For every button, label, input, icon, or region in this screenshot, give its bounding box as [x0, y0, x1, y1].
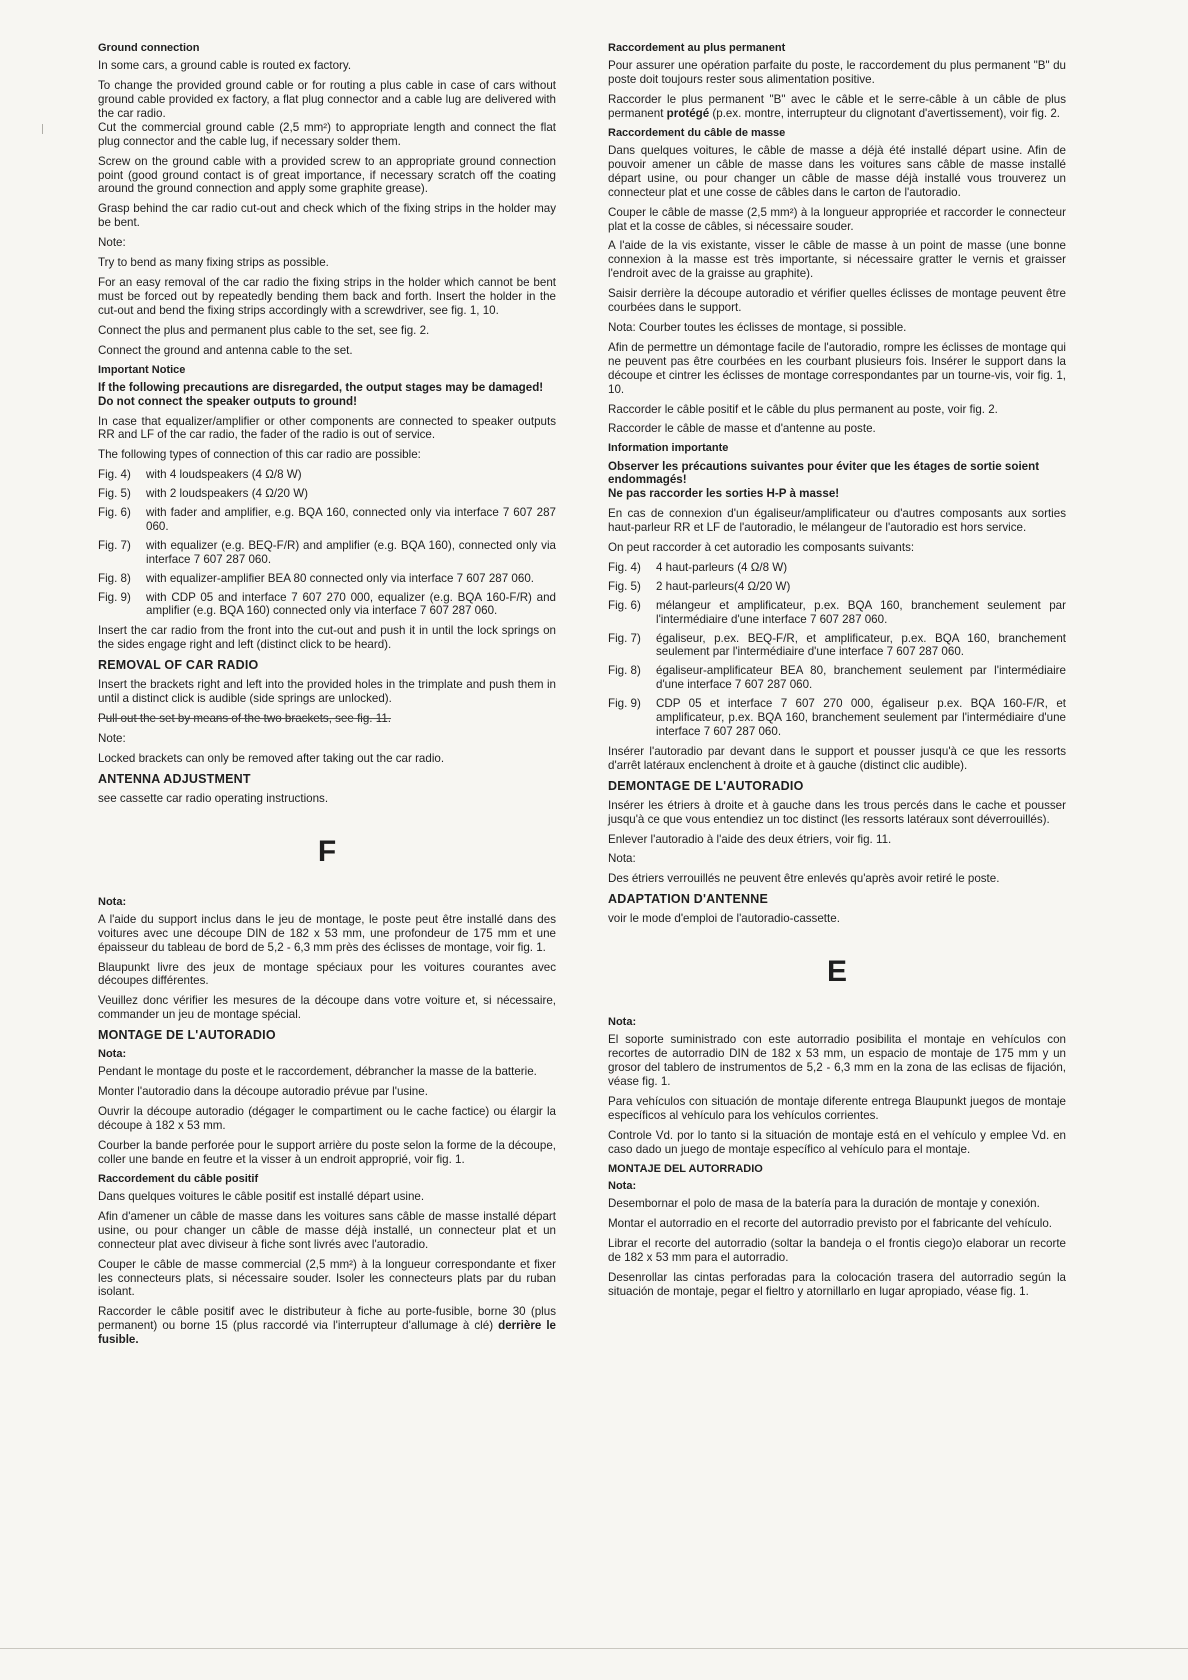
warning-text: Ne pas raccorder les sorties H-P à masse! [608, 487, 840, 501]
paragraph: see cassette car radio operating instructions. [98, 791, 329, 805]
paragraph: Enlever l'autoradio à l'aide des deux étriers, voir fig. 11. [608, 832, 892, 846]
paragraph: Afin d'amener un câble de masse dans les voitures sans câble de masse installé départ usine, ou pour changer un câble de masse déjà installé, un connecteur plat et un connecteur plat avec diviseur à fiche sont livrés avec l'autoradio. [98, 1209, 556, 1251]
paragraph: Blaupunkt livre des jeux de montage spéciaux pour les voitures courantes avec découpes différentes. [98, 960, 556, 988]
paragraph: Desenrollar las cintas perforadas para la colocación trasera del autorradio según la situación de montaje, pegar el fieltro y atornillarlo en lugar apropiado, véase fig. 1. [608, 1270, 1066, 1298]
fig-text: with equalizer-amplifier BEA 80 connected only via interface 7 607 287 060. [146, 571, 534, 585]
emphasis-text: protégé [666, 106, 710, 120]
fig-text: with CDP 05 and interface 7 607 270 000, equalizer (e.g. BQA 160-F/R) and amplifier (e.g. BQA 160) connected only via interface 7 607 287 060. [146, 590, 556, 618]
paragraph: Insert the car radio from the front into the cut-out and push it in until the lock springs on the sides engage right and left (distinct click to be heard). [98, 624, 556, 652]
montaje-heading: MONTAJE DEL AUTORRADIO [608, 1162, 763, 1175]
list-item [608, 697, 1066, 739]
paragraph-text: (p.ex. montre, interrupteur du clignotant d'avertissement), voir fig. 2. [709, 106, 1061, 120]
paragraph: To change the provided ground cable or for routing a plus cable in case of cars without ground cable provided ex factory, a flat plug connector and a cable lug are delivered with the car radio. [98, 79, 556, 120]
paragraph: Librar el recorte del autorradio (soltar la bandeja o el frontis ciego)o elaborar un recorte de 182 x 53 mm para el autorradio. [608, 1236, 1066, 1264]
paragraph: In case that equalizer/amplifier or other components are connected to speaker outputs RR and LF of the car radio, the fader of the radio is out of service. [98, 414, 556, 442]
paragraph: Dans quelques voitures le câble positif est installé départ usine. [98, 1189, 425, 1203]
paragraph: Nota: Courber toutes les éclisses de montage, si possible. [608, 320, 907, 334]
scan-mark [42, 124, 43, 134]
removal-heading: REMOVAL OF CAR RADIO [98, 658, 259, 673]
fig-label: Fig. 6) [608, 598, 641, 612]
fig-label: Fig. 7) [608, 631, 641, 645]
paragraph: Pull out the set by means of the two brackets, see fig. 11. [98, 712, 392, 725]
paragraph: Grasp behind the car radio cut-out and check which of the fixing strips in the holder may be bent. [98, 202, 556, 230]
list-item [98, 591, 556, 619]
paragraph: Locked brackets can only be removed after taking out the car radio. [98, 751, 445, 765]
paragraph: Saisir derrière la découpe autoradio et vérifier quelles éclisses de montage peuvent être courbées dans le support. [608, 287, 1066, 315]
fig-label: Fig. 4) [608, 560, 641, 574]
paragraph: Couper le câble de masse (2,5 mm²) à la longueur appropriée et raccorder le connecteur plat et la cosse de câbles, si nécessaire souder. [608, 205, 1066, 233]
fig-label: Fig. 5) [608, 579, 641, 593]
paragraph: A l'aide de la vis existante, visser le câble de masse à un point de masse (une bonne connexion à la masse est très importante, si nécessaire gratter le vernis et graisser l'endroit avec de la graisse au graphite). [608, 239, 1066, 281]
adaptation-heading: ADAPTATION D'ANTENNE [608, 892, 768, 907]
paragraph: Connect the ground and antenna cable to the set. [98, 343, 353, 357]
paragraph: A l'aide du support inclus dans le jeu de montage, le poste peut être installé dans des voitures avec une découpe DIN de 182 x 53 mm, une profondeur de 175 mm et une épaisseur du tableau de bord de 5,2 - 6,3 mm près des éclisses de montage, voir fig. 1. [98, 912, 556, 954]
fig-text: with equalizer (e.g. BEQ-F/R) and amplifier (e.g. BQA 160), connected only via interface 7 607 287 060. [146, 538, 556, 566]
paragraph: Dans quelques voitures, le câble de masse a déjà été installé départ usine. Afin de pouvoir amener un câble de masse dans les voitures sans câble de masse installé départ usine, ou pour changer un câble de masse déjà installé vous trouverez un connecteur plat et une cosse de câbles dans le carton de l'autoradio. [608, 144, 1066, 199]
paragraph: Cut the commercial ground cable (2,5 mm²) to appropriate length and connect the flat plug connector and the cable lug, if necessary solder them. [98, 120, 556, 148]
list-item [98, 506, 556, 534]
fig-label: Fig. 5) [98, 487, 131, 501]
paragraph: Monter l'autoradio dans la découpe autoradio prévue par l'usine. [98, 1085, 428, 1099]
paragraph: Ouvrir la découpe autoradio (dégager le compartiment ou le cache factice) ou élargir la découpe à 182 x 53 mm. [98, 1105, 556, 1133]
fig-text: 2 haut-parleurs(4 Ω/20 W) [656, 579, 791, 593]
list-item [98, 572, 556, 586]
paragraph: Insérer l'autoradio par devant dans le support et pousser jusqu'à ce que les ressorts d'arrêt latéraux enclenchent à droite et à gauche (distinct clic audible). [608, 744, 1066, 772]
paragraph: In some cars, a ground cable is routed ex factory. [98, 59, 352, 73]
paragraph [98, 1305, 556, 1347]
fig-text: 4 haut-parleurs (4 Ω/8 W) [656, 560, 788, 574]
fig-label: Fig. 8) [608, 664, 641, 678]
paragraph: Screw on the ground cable with a provided screw to an appropriate ground connection point (good ground contact is of great importance, if necessary scratch off the coating around the ground connection and apply some graphite grease). [98, 154, 556, 196]
fig-label: Fig. 4) [98, 468, 131, 482]
demontage-heading: DEMONTAGE DE L'AUTORADIO [608, 778, 804, 793]
paragraph: Insert the brackets right and left into the provided holes in the trimplate and push them in until a distinct click is audible (side springs are unlocked). [98, 678, 556, 706]
note-label: Nota: [608, 852, 636, 866]
fig-text: with fader and amplifier, e.g. BQA 160, connected only via interface 7 607 287 060. [146, 506, 556, 533]
fig-text: with 2 loudspeakers (4 Ω/20 W) [146, 487, 309, 501]
paragraph: El soporte suministrado con este autorradio posibilita el montaje en vehículos con recortes de autorradio DIN de 182 x 53 mm, un espacio de montaje de 175 mm y un grosor del tablero de instrumentos de 5,2 - 6,3 mm en la zona de las eclisas de fijación, véase fig. 1. [608, 1033, 1066, 1089]
left-column [98, 38, 556, 1353]
paragraph: Des étriers verrouillés ne peuvent être enlevés qu'après avoir retiré le poste. [608, 872, 1000, 886]
fig-text: mélangeur et amplificateur, p.ex. BQA 160, branchement seulement par l'intermédiaire d'une interface 7 607 287 060. [656, 598, 1066, 626]
paragraph: Para vehículos con situación de montaje diferente entrega Blaupunkt juegos de montaje específicos al vehículo para los vehículos corrientes. [608, 1094, 1066, 1122]
emphasis-text: derrière le fusible. [98, 1319, 556, 1347]
paragraph: Raccorder le câble positif et le câble du plus permanent au poste, voir fig. 2. [608, 402, 998, 416]
list-item [608, 632, 1066, 660]
fig-label: Fig. 9) [608, 697, 641, 711]
paragraph-text: Raccorder le câble positif avec le distributeur à fiche au porte-fusible, borne 30 (plus permanent) ou borne 15 (plus raccordé via l'interrupteur d'allumage à clé) [98, 1305, 556, 1333]
fig-label: Fig. 7) [98, 538, 131, 552]
list-item [608, 580, 1066, 594]
list-item [608, 599, 1066, 627]
info-heading: Information importante [608, 442, 729, 455]
warning-text: Observer les précautions suivantes pour éviter que les étages de sortie soient endommagés! [608, 459, 1040, 487]
list-item [608, 561, 1066, 575]
permanent-heading: Raccordement au plus permanent [608, 42, 786, 54]
paragraph: For an easy removal of the car radio the fixing strips in the holder which cannot be bent must be forced out by repeatedly bending them back and forth. Insert the holder in the cut-out and bend the fixing strips accordingly with a screwdriver, see fig. 1, 10. [98, 275, 556, 317]
paragraph [608, 93, 1066, 121]
note-label: Note: [98, 236, 126, 250]
paragraph: Veuillez donc vérifier les mesures de la découpe dans votre voiture et, si nécessaire, commander un jeu de montage spécial. [98, 994, 556, 1022]
nota-label: Nota: [98, 1048, 127, 1061]
list-item [98, 468, 556, 482]
warning-text: Do not connect the speaker outputs to ground! [98, 394, 357, 408]
paragraph: Pour assurer une opération parfaite du poste, le raccordement du plus permanent "B" du poste doit toujours rester sous alimentation positive. [608, 59, 1066, 87]
list-item [98, 487, 556, 501]
paragraph: Controle Vd. por lo tanto si la situación de montaje está en el vehículo y emplee Vd. en caso dado un juego de montaje específico al vehículo para el montaje. [608, 1128, 1066, 1156]
section-letter-f: F [317, 834, 337, 868]
warning-text: If the following precautions are disregarded, the output stages may be damaged! [98, 380, 544, 394]
fig-text: CDP 05 et interface 7 607 270 000, égaliseur p.ex. BQA 160-F/R, et amplificateur, p.ex. BQA 160, branchement seulement par l'intermédiaire d'une interface 7 607 287 060. [656, 697, 1066, 738]
fig-text: égaliseur-amplificateur BEA 80, branchement seulement par l'intermédiaire d'une interface 7 607 287 060. [656, 664, 1066, 692]
fig-label: Fig. 6) [98, 506, 131, 520]
paragraph: Insérer les étriers à droite et à gauche dans les trous percés dans le cache et pousser jusqu'à ce que vous entendiez un toc distinct (les ressorts latéraux sont déverrouillés). [608, 798, 1066, 826]
fig-text: égaliseur, p.ex. BEQ-F/R, et amplificateur, p.ex. BQA 160, branchement seulement par l'intermédiaire d'une interface 7 607 287 060. [656, 631, 1066, 659]
paragraph: Try to bend as many fixing strips as possible. [98, 256, 329, 270]
right-column [608, 38, 1066, 1304]
scan-edge-line [0, 1648, 1188, 1649]
warning-block [98, 381, 556, 409]
paragraph: On peut raccorder à cet autoradio les composants suivants: [608, 541, 915, 555]
paragraph: Afin de permettre un démontage facile de l'autoradio, rompre les éclisses de montage qui ne peuvent pas être courbées en les courbant plusieurs fois. Insérer le support dans la découpe et cintrer les éclisses de montage correspondantes par un tourne-vis, voir fig. 1, 10. [608, 340, 1066, 396]
warning-block [608, 460, 1066, 502]
masse-heading: Raccordement du câble de masse [608, 126, 786, 139]
ground-connection-heading: Ground connection [98, 42, 200, 54]
paragraph: Desembornar el polo de masa de la batería para la duración de montaje y conexión. [608, 1196, 1040, 1210]
fig-label: Fig. 9) [98, 590, 131, 604]
nota-label: Nota: [98, 895, 127, 908]
paragraph: Raccorder le câble de masse et d'antenne au poste. [608, 422, 876, 436]
montage-heading: MONTAGE DE L'AUTORADIO [98, 1028, 276, 1043]
section-letter-e: E [826, 955, 847, 989]
paragraph: Pendant le montage du poste et le raccordement, débrancher la masse de la batterie. [98, 1065, 537, 1079]
paragraph: Courber la bande perforée pour le support arrière du poste selon la forme de la découpe, coller une bande en feutre et la visser à un endroit approprié, voir fig. 1. [98, 1138, 556, 1166]
paragraph: voir le mode d'emploi de l'autoradio-cassette. [608, 912, 840, 926]
nota-label: Nota: [608, 1016, 637, 1029]
fig-text: with 4 loudspeakers (4 Ω/8 W) [146, 468, 302, 482]
figure-list [608, 561, 1066, 739]
nota-label: Nota: [608, 1179, 637, 1192]
fig-label: Fig. 8) [98, 571, 131, 585]
paragraph: Connect the plus and permanent plus cable to the set, see fig. 2. [98, 323, 430, 337]
positif-heading: Raccordement du câble positif [98, 1172, 259, 1185]
figure-list [98, 468, 556, 618]
important-notice-heading: Important Notice [98, 363, 186, 376]
antenna-heading: ANTENNA ADJUSTMENT [98, 771, 251, 786]
list-item [608, 664, 1066, 692]
list-item [98, 539, 556, 567]
paragraph: Montar el autorradio en el recorte del autorradio previsto por el fabricante del vehículo. [608, 1216, 1053, 1230]
paragraph: En cas de connexion d'un égaliseur/amplificateur ou d'autres composants aux sorties haut-parleur RR et LF de l'autoradio, le mélangeur de l'autoradio est hors service. [608, 507, 1066, 535]
paragraph-text: Raccorder le plus permanent "B" avec le câble et le serre-câble à un câble de plus permanent [608, 93, 1066, 120]
note-label: Note: [98, 731, 126, 745]
paragraph: The following types of connection of this car radio are possible: [98, 448, 421, 462]
paragraph: Couper le câble de masse commercial (2,5 mm²) à la longueur correspondante et fixer les connecteurs plats, si nécessaire souder. Isoler les connecteurs plats par du ruban isolant. [98, 1257, 556, 1299]
